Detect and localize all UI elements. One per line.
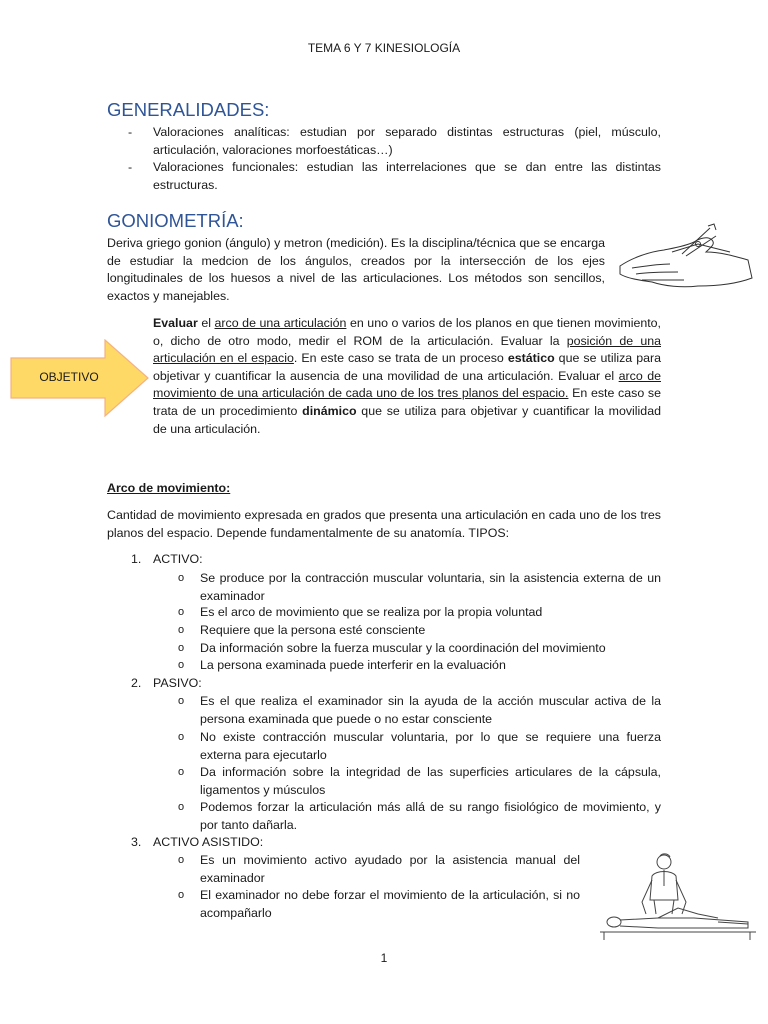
list-item: Es el que realiza el examinador sin la ayuda de la acción muscular activa de la persona examinada que puede o no estar consciente [200,694,661,726]
list-bullet: o [178,642,185,654]
page-header: TEMA 6 Y 7 KINESIOLOGÍA [307,41,461,55]
list-bullet: o [178,889,185,901]
list-item: Da información sobre la integridad de las superficies articulares de la cápsula, ligamentos y músculos [200,765,661,797]
objetivo-label: OBJETIVO [39,370,99,384]
list-bullet: o [178,659,185,671]
list-item: Es el arco de movimiento que se realiza por la propia voluntad [200,605,543,619]
text-run: el [197,316,215,330]
list-number: 3. [131,835,142,849]
text-bold: estático [507,351,555,366]
text-run: En este caso se trata de un procedimiento [153,386,661,418]
text-underlined: arco de movimiento de una articulación de cada uno de los tres planos del espacio. [153,368,661,401]
list-bullet: o [178,766,185,778]
list-number: 1. [131,552,142,566]
arco-paragraph: Cantidad de movimiento expresada en grados que presenta una articulación en cada uno de los tres planos del espacio. Depende fundamentalmente de su anatomía. TIPOS: [107,508,661,540]
text-underlined: arco de una articulación [214,316,347,330]
list-item: Podemos forzar la articulación más allá de su rango fisiológico de movimiento, y por tanto dañarla. [200,800,661,832]
type-label-activo-asistido: ACTIVO ASISTIDO: [153,835,264,849]
goniometria-paragraph: Deriva griego gonion (ángulo) y metron (medición). Es la disciplina/técnica que se encarga de estudiar la medcion de los ángulos, creados por la intersección de los ejes longitudinales de los huesos a nivel de las articulaciones. Los métodos son sencillos, exactos y manejables. [107,236,605,303]
list-item: Es un movimiento activo ayudado por la asistencia manual del examinador [200,853,580,885]
list-item: Se produce por la contracción muscular voluntaria, sin la asistencia externa de un examinador [200,571,661,603]
text-bold: dinámico [302,403,357,418]
type-label-activo: ACTIVO: [153,552,203,566]
dash-bullet: - [128,125,133,139]
list-bullet: o [178,695,185,707]
list-item: No existe contracción muscular voluntaria, por lo que se requiere una fuerza externa para ejecutarlo [200,730,661,762]
examiner-patient-illustration [598,852,758,942]
list-bullet: o [178,731,185,743]
list-bullet: o [178,854,185,866]
text-run: que se utiliza para objetivar y cuantificar la movilidad de una articulación. [153,403,661,436]
list-bullet: o [178,606,185,618]
list-item: El examinador no debe forzar el movimiento de la articulación, si no acompañarlo [200,888,580,920]
text-bold: Evaluar [153,316,198,330]
page-number: 1 [380,951,388,965]
text-run: que se utiliza para objetivar y cuantificar la ausencia de una movilidad de una articulación. Evaluar el [153,351,661,383]
type-label-pasivo: PASIVO: [153,676,202,690]
section-title-goniometria: GONIOMETRÍA: [107,210,244,231]
text-underlined: posición de una articulación en el espacio [153,333,661,366]
generalidades-item-2: Valoraciones funcionales: estudian las interrelaciones que se dan entre las distintas estructuras. [153,160,661,192]
list-bullet: o [178,801,185,813]
list-item: Requiere que la persona esté consciente [200,623,426,637]
arco-title: Arco de movimiento: [107,481,231,495]
list-item: La persona examinada puede interferir en la evaluación [200,658,506,672]
objetivo-paragraph [153,315,661,438]
hand-goniometer-illustration [612,222,762,298]
list-number: 2. [131,676,142,690]
text-run: . En este caso se trata de un proceso [293,351,508,366]
generalidades-item-1: Valoraciones analíticas: estudian por separado distintas estructuras (piel, músculo, articulación, valoraciones morfoestáticas…) [153,125,661,157]
section-title-generalidades: GENERALIDADES: [107,99,270,120]
list-bullet: o [178,572,185,584]
list-bullet: o [178,624,185,636]
text-run: en uno o varios de los planos en que tienen movimiento, o, dicho de otro modo, medir el ROM de la articulación. Evaluar la [153,316,662,348]
list-item: Da información sobre la fuerza muscular y la coordinación del movimiento [200,641,606,655]
dash-bullet: - [128,160,133,174]
